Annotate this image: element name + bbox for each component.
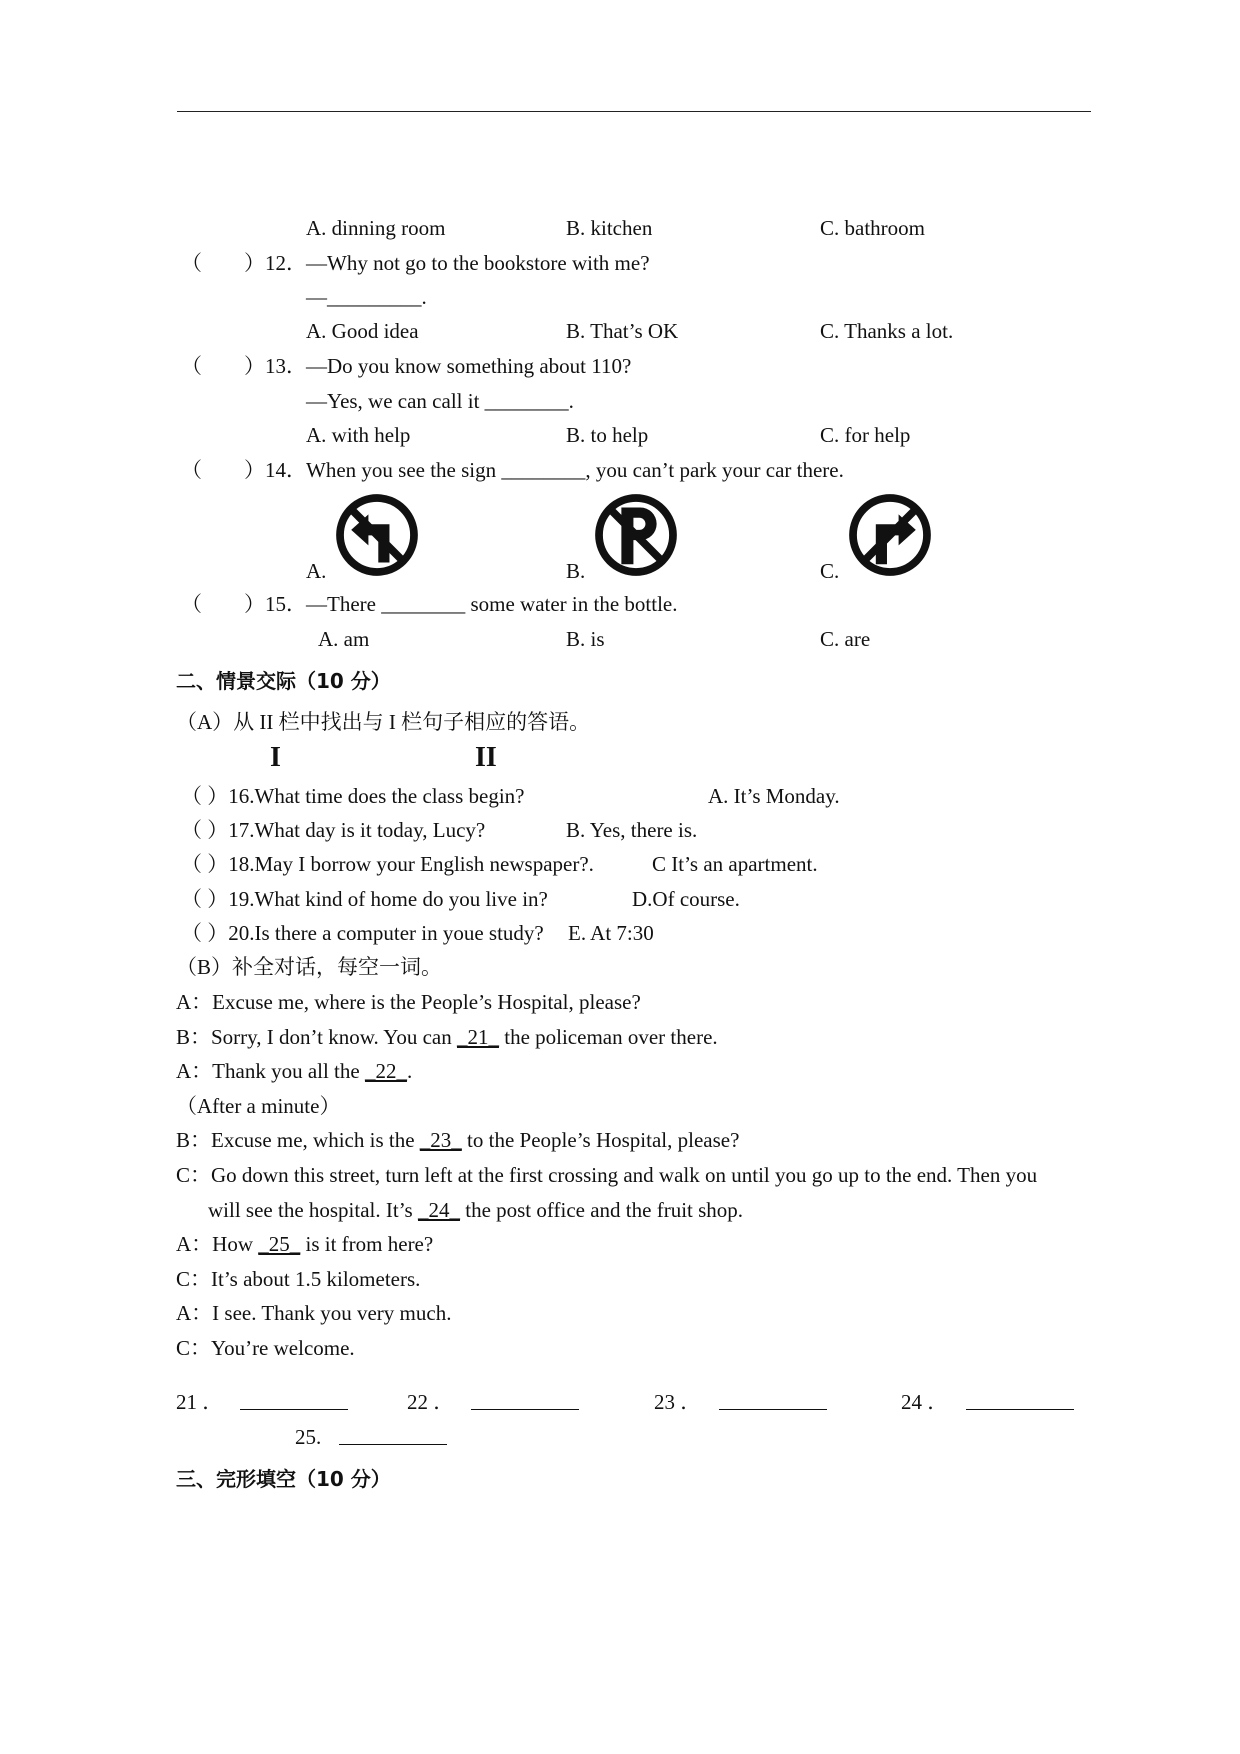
q15-question: —There ________ some water in the bottle. [306, 592, 678, 616]
q15-option-a: A. am [318, 627, 370, 651]
dialogue-line-7: will see the hospital. It’s _24_ the post office and the fruit shop. [208, 1198, 744, 1222]
dialogue-line-5: B：Excuse me, which is the _23_ to the People’s Hospital, please? [176, 1128, 740, 1152]
q13-option-a: A. with help [306, 423, 411, 447]
q12-option-a: A. Good idea [306, 319, 419, 343]
blank-21[interactable]: _21_ [456, 1025, 499, 1049]
q11-option-b: B. kitchen [566, 216, 653, 240]
q13-option-b: B. to help [566, 423, 649, 447]
blank-24[interactable]: _24_ [417, 1198, 460, 1222]
dialogue-line-6: C：Go down this street, turn left at the first crossing and walk on until you go up to the end. Then you [176, 1163, 1038, 1187]
q13-response: —Yes, we can call it ________. [306, 389, 574, 413]
match-question-20: （ ）20.Is there a computer in youe study? [181, 921, 544, 945]
q15-option-c: C. are [820, 627, 871, 651]
match-answer-a: A. It’s Monday. [708, 784, 840, 808]
dialogue-line-2: B：Sorry, I don’t know. You can _21_ the policeman over there. [176, 1025, 718, 1049]
match-question-18: （ ）18.May I borrow your English newspaper?. [181, 852, 594, 876]
section3-heading: 三、完形填空（10 分） [176, 1467, 391, 1491]
no-right-turn-sign-icon [847, 492, 933, 578]
q12-option-b: B. That’s OK [566, 319, 679, 343]
no-parking-sign-icon [593, 492, 679, 578]
answer-label-23: 23 ． [654, 1390, 702, 1414]
match-answer-c: C It’s an apartment. [652, 852, 818, 876]
answer-label-24: 24 ． [901, 1390, 949, 1414]
q15-option-b: B. is [566, 627, 605, 651]
answer-blank-21[interactable] [240, 1389, 348, 1416]
q14-option-c: C. [820, 559, 840, 583]
q13-question: —Do you know something about 110? [306, 354, 632, 378]
dialogue-line-1: A：Excuse me, where is the People’s Hospital, please? [176, 990, 641, 1014]
dialogue-line-10: A：I see. Thank you very much. [176, 1301, 452, 1325]
match-answer-d: D.Of course. [632, 887, 740, 911]
dialogue-line-4: （After a minute） [176, 1094, 341, 1118]
q11-option-c: C. bathroom [820, 216, 925, 240]
answer-blank-24[interactable] [966, 1389, 1074, 1416]
partB-instruction: （B）补全对话，每空一词。 [176, 955, 443, 979]
q14-option-a: A. [306, 559, 327, 583]
q11-option-a: A. dinning room [306, 216, 446, 240]
dialogue-line-11: C：You’re welcome. [176, 1336, 355, 1360]
answer-label-21: 21 ． [176, 1390, 224, 1414]
q12-response: —_________. [306, 285, 427, 309]
no-left-turn-sign-icon [334, 492, 420, 578]
answer-label-25: 25. [295, 1425, 322, 1449]
header-rule [177, 111, 1091, 112]
match-question-17: （ ）17.What day is it today, Lucy? [181, 818, 486, 842]
q12-question: —Why not go to the bookstore with me? [306, 251, 650, 275]
answer-label-22: 22 ． [407, 1390, 455, 1414]
dialogue-line-3: A：Thank you all the _22_. [176, 1059, 413, 1083]
q13-option-c: C. for help [820, 423, 911, 447]
q15-number: （ ）15． [181, 592, 307, 616]
q14-number: （ ）14． [181, 458, 307, 482]
section2-heading: 二、情景交际（10 分） [176, 669, 391, 693]
column-II-heading: II [475, 742, 497, 773]
match-answer-b: B. Yes, there is. [566, 818, 698, 842]
q13-number: （ ）13． [181, 354, 307, 378]
blank-25[interactable]: _25_ [258, 1232, 301, 1256]
q14-question: When you see the sign ________, you can’t park your car there. [306, 458, 844, 482]
match-question-16: （ ）16.What time does the class begin? [181, 784, 525, 808]
answer-blank-22[interactable] [471, 1389, 579, 1416]
blank-23[interactable]: _23_ [419, 1128, 462, 1152]
partA-instruction: （A）从 II 栏中找出与 I 栏句子相应的答语。 [176, 710, 591, 734]
answer-blank-23[interactable] [719, 1389, 827, 1416]
q12-option-c: C. Thanks a lot. [820, 319, 954, 343]
blank-22[interactable]: _22_ [364, 1059, 407, 1083]
dialogue-line-9: C：It’s about 1.5 kilometers. [176, 1267, 421, 1291]
answer-blank-25[interactable] [339, 1424, 447, 1451]
dialogue-line-8: A：How _25_ is it from here? [176, 1232, 434, 1256]
q14-option-b: B. [566, 559, 586, 583]
q12-number: （ ）12． [181, 251, 307, 275]
match-answer-e: E. At 7:30 [568, 921, 654, 945]
column-I-heading: I [270, 742, 281, 773]
match-question-19: （ ）19.What kind of home do you live in? [181, 887, 548, 911]
